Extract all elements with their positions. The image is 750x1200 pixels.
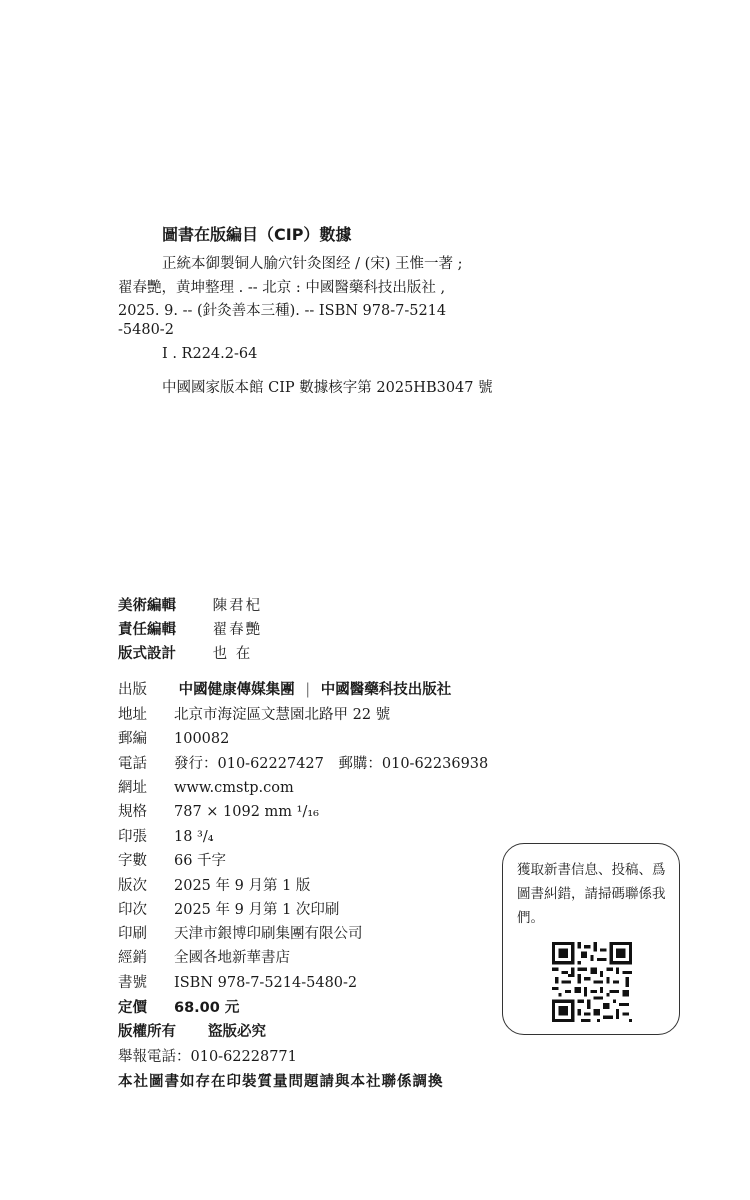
info-row	[118, 800, 319, 821]
credit-row	[118, 642, 252, 663]
info-row	[118, 703, 390, 724]
publisher-separator: |	[305, 682, 311, 698]
credit-label: 責任編輯	[118, 622, 176, 638]
info-row	[118, 752, 488, 773]
info-label: 書號	[118, 975, 147, 991]
info-row	[118, 946, 290, 967]
info-label: 印刷	[118, 926, 147, 942]
info-label: 字數	[118, 853, 147, 869]
info-label: 地址	[118, 707, 147, 723]
info-value: 18 ³/₄	[174, 829, 214, 845]
cip-line-2: 翟春艷，黄坤整理 . -- 北京 : 中國醫藥科技出版社 ,	[118, 280, 446, 296]
info-label: 版次	[118, 878, 147, 894]
qr-code-icon[interactable]	[549, 942, 635, 1022]
report-phone: 舉報電話：010-62228771	[118, 1049, 297, 1065]
cip-line-1: 正統本御製铜人腧穴针灸图经 / (宋) 王惟一著 ;	[162, 256, 463, 272]
info-value: 全國各地新華書店	[174, 950, 290, 966]
publisher-group: 中國健康傳媒集團	[178, 682, 295, 698]
info-label: 印張	[118, 829, 147, 845]
price-row	[118, 996, 239, 1017]
info-value: 2025 年 9 月第 1 版	[174, 878, 311, 894]
rights-label: 版權所有	[118, 1024, 176, 1040]
price-label: 定價	[118, 1000, 147, 1016]
info-value: 北京市海淀區文慧園北路甲 22 號	[174, 707, 391, 723]
info-row-publisher	[118, 678, 451, 699]
cip-line-3: 2025. 9. -- (針灸善本三種). -- ISBN 978-7-5214	[118, 303, 447, 319]
cip-title: 圖書在版編目（CIP）數據	[162, 225, 352, 244]
info-row	[118, 971, 357, 992]
info-row	[118, 825, 214, 846]
rights-row	[118, 1020, 266, 1041]
info-row	[118, 776, 294, 797]
info-value: 787 × 1092 mm ¹/₁₆	[174, 804, 319, 820]
credit-value: 也 在	[212, 646, 253, 662]
cip-classification: Ⅰ . R224.2-64	[162, 346, 258, 362]
credit-row	[118, 594, 262, 615]
credit-value: 陳君杞	[212, 598, 263, 614]
cip-line-4: -5480-2	[118, 322, 174, 338]
info-label: 網址	[118, 780, 147, 796]
credit-label: 美術編輯	[118, 598, 176, 614]
credit-value: 翟春艷	[212, 622, 263, 638]
price-value: 68.00 元	[174, 1000, 240, 1016]
info-value: 66 千字	[174, 853, 227, 869]
quality-note: 本社圖書如存在印裝質量問題請與本社聯係調換	[118, 1074, 444, 1090]
info-row	[118, 849, 226, 870]
info-row	[118, 922, 363, 943]
publisher-name: 中國醫藥科技出版社	[320, 682, 452, 698]
cip-number: 中國國家版本館 CIP 數據核字第 2025HB3047 號	[162, 380, 493, 396]
info-value: 2025 年 9 月第 1 次印刷	[174, 902, 340, 918]
credit-row	[118, 618, 262, 639]
info-value: 天津市銀博印刷集團有限公司	[174, 926, 363, 942]
info-label: 電話	[118, 756, 147, 772]
info-label: 經銷	[118, 950, 147, 966]
credit-label: 版式設計	[118, 646, 176, 662]
info-value: 100082	[174, 731, 230, 747]
info-value: 發行：010-62227427 郵購：010-62236938	[174, 756, 489, 772]
info-label: 郵編	[118, 731, 147, 747]
qr-box	[502, 843, 680, 1035]
info-label: 規格	[118, 804, 147, 820]
rights-value: 盜版必究	[208, 1024, 266, 1040]
info-row	[118, 874, 310, 895]
qr-caption: 獲取新書信息、投稿、爲圖書糾錯，請掃碼聯係我們。	[517, 862, 666, 926]
info-value: www.cmstp.com	[174, 780, 294, 796]
info-label: 出版	[118, 682, 147, 698]
info-row	[118, 727, 229, 748]
info-label: 印次	[118, 902, 147, 918]
info-value: ISBN 978-7-5214-5480-2	[174, 975, 358, 991]
info-row	[118, 898, 339, 919]
